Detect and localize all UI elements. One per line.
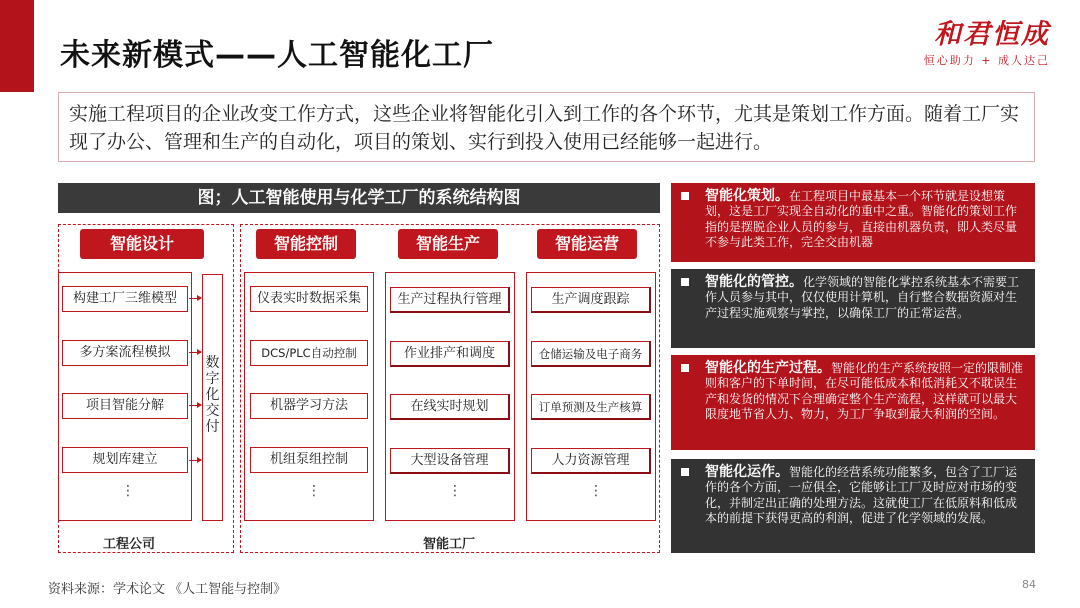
arrow-2	[189, 352, 201, 353]
bullet-square-icon	[681, 364, 689, 372]
panel-body: 化学领域的智能化掌控系统基本不需要工作人员参与其中，仅仅使用计算机，自行整合数据资源对生产过程实施观察与掌控，以确保工厂的正常运营。	[705, 275, 1020, 320]
panel-smart-planning	[671, 183, 1035, 262]
design-item-2: 多方案流程模拟	[62, 340, 188, 366]
panel-body: 智能化的生产系统按照一定的限制准则和客户的下单时间，在尽可能低成本和低消耗又不耽误生产和发货的情况下合理确定整个生产流程，这样就可以最大限度地节省人力、物力，为工厂争取到最大利润的空间。	[705, 361, 1024, 421]
panel-smart-control	[671, 269, 1035, 348]
digital-delivery-box: 数字化交付	[202, 274, 223, 521]
production-item-4: 大型设备管理	[390, 448, 510, 474]
control-item-4: 机组泵组控制	[250, 447, 368, 473]
smart-factory-label: 智能工厂	[423, 537, 476, 552]
operation-item-2: 仓储运输及电子商务	[531, 341, 651, 367]
control-item-3: 机器学习方法	[250, 393, 368, 419]
column-header-smart-design: 智能设计	[80, 229, 204, 259]
bullet-square-icon	[681, 278, 689, 286]
arrow-3	[189, 405, 201, 406]
diagram-title: 图；人工智能使用与化学工厂的系统结构图	[58, 183, 660, 213]
control-item-1: 仪表实时数据采集	[250, 286, 368, 312]
panel-smart-production	[671, 355, 1035, 450]
panel-title: 智能化策划。	[705, 188, 789, 204]
company-logo	[900, 20, 1050, 68]
panel-smart-operation	[671, 459, 1035, 553]
operation-item-1: 生产调度跟踪	[531, 287, 651, 313]
panel-body: 智能化的经营系统功能繁多，包含了工厂运作的各个方面，一应俱全，它能够让工厂及时应对市场的变化，并制定出正确的处理方法。这就使工厂在低原料和低成本的前提下获得更高的利润，促进了化学领域的发展。	[705, 465, 1018, 525]
production-item-1: 生产过程执行管理	[390, 287, 510, 313]
design-more-dots: ⋮	[121, 483, 135, 499]
production-more-dots: ⋮	[448, 483, 462, 499]
panel-title: 智能化运作。	[705, 464, 789, 480]
design-item-3: 项目智能分解	[62, 393, 188, 419]
control-more-dots: ⋮	[307, 483, 321, 499]
production-item-2: 作业排产和调度	[390, 341, 510, 367]
column-header-smart-control: 智能控制	[256, 229, 356, 259]
production-item-3: 在线实时规划	[390, 394, 510, 420]
logo-main-text: 和君恒成	[934, 19, 1050, 50]
intro-text: 实施工程项目的企业改变工作方式，这些企业将智能化引入到工作的各个环节，尤其是策划工作方面。随着工厂实现了办公、管理和生产的自动化，项目的策划、实行到投入使用已经能够一起进行。	[58, 92, 1035, 162]
design-item-4: 规划库建立	[62, 447, 188, 473]
design-item-1: 构建工厂三维模型	[62, 286, 188, 312]
operation-item-3: 订单预测及生产核算	[531, 394, 651, 420]
panel-title: 智能化的生产过程。	[705, 360, 831, 376]
arrow-4	[189, 460, 201, 461]
panel-title: 智能化的管控。	[705, 274, 803, 290]
arrow-1	[189, 298, 201, 299]
panel-body: 在工程项目中最基本一个环节就是设想策划，这是工厂实现全自动化的重中之重。智能化的策划工作指的是摆脱企业人员的参与，直接由机器负责，即人类尽量不参与此类工作，完全交由机器	[705, 189, 1018, 249]
bullet-square-icon	[681, 468, 689, 476]
page-title: 未来新模式——人工智能化工厂	[60, 38, 494, 73]
operation-more-dots: ⋮	[589, 483, 603, 499]
column-header-smart-operation: 智能运营	[537, 229, 637, 259]
accent-bar	[0, 0, 34, 92]
logo-slogan: 恒心助力 + 成人达己	[923, 54, 1050, 67]
control-item-2: DCS/PLC自动控制	[250, 340, 368, 366]
operation-item-4: 人力资源管理	[531, 448, 651, 474]
bullet-square-icon	[681, 192, 689, 200]
column-header-smart-production: 智能生产	[398, 229, 498, 259]
page-number: 84	[1022, 578, 1036, 591]
source-note: 资料来源：学术论文 《人工智能与控制》	[48, 582, 287, 597]
engineering-company-label: 工程公司	[103, 537, 156, 552]
